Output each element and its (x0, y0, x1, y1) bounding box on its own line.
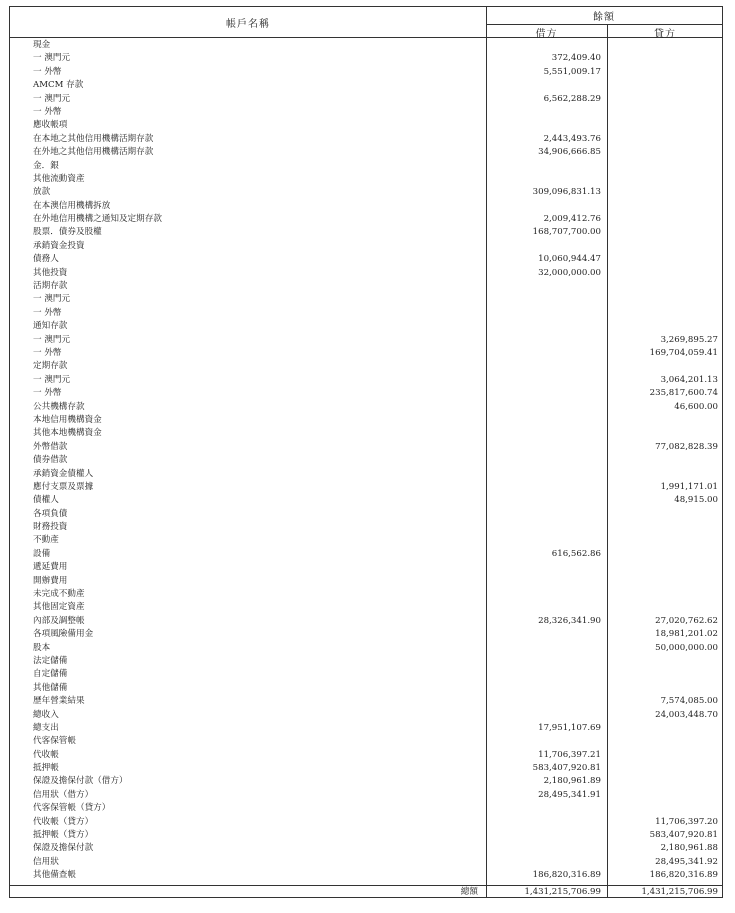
table-row (10, 829, 722, 842)
credit-cell: 7,574,085.00 (660, 696, 718, 707)
account-name-cell: 一 外幣 (33, 66, 62, 77)
account-name-cell: 信用狀 (33, 856, 59, 867)
table-row (10, 682, 722, 695)
credit-cell: 583,407,920.81 (649, 830, 718, 841)
account-name-cell: 一 澳門元 (33, 294, 71, 305)
table-row (10, 240, 722, 253)
account-name-cell: 一 外幣 (33, 347, 62, 358)
account-name-cell: 未完成不動產 (33, 589, 85, 600)
table-row (10, 320, 722, 333)
header-balance: 餘額 (593, 12, 615, 23)
debit-cell: 2,443,493.76 (543, 133, 601, 144)
table-row (10, 762, 722, 775)
account-name-cell: 在外地之其他信用機構活期存款 (33, 147, 154, 158)
table-row (10, 441, 722, 454)
table-row (10, 695, 722, 708)
account-name-cell: 歷年營業結果 (33, 696, 85, 707)
table-row (10, 468, 722, 481)
credit-cell: 27,020,762.62 (655, 615, 718, 626)
debit-cell: 28,495,341.91 (538, 789, 601, 800)
table-row (10, 226, 722, 239)
account-name-cell: 法定儲備 (33, 655, 68, 666)
account-name-cell: AMCM 存款 (33, 80, 84, 91)
table-row (10, 253, 722, 266)
account-name-cell: 設備 (33, 548, 51, 559)
table-row (10, 481, 722, 494)
account-name-cell: 在外地信用機構之通知及定期存款 (33, 214, 162, 225)
credit-cell: 50,000,000.00 (655, 642, 718, 653)
credit-cell: 235,817,600.74 (649, 388, 718, 399)
credit-cell: 169,704,059.41 (649, 347, 718, 358)
header-account-name: 帳戶名稱 (226, 19, 270, 30)
account-name-cell: 開辦費用 (33, 575, 68, 586)
table-row (10, 119, 722, 132)
table-row (10, 106, 722, 119)
debit-cell: 10,060,944.47 (538, 254, 601, 265)
debit-cell: 17,951,107.69 (538, 722, 601, 733)
account-name-cell: 一 澳門元 (33, 374, 71, 385)
table-row (10, 293, 722, 306)
table-row (10, 816, 722, 829)
table-row (10, 374, 722, 387)
account-name-cell: 一 澳門元 (33, 53, 71, 64)
table-row (10, 856, 722, 869)
table-row (10, 213, 722, 226)
table-row (10, 775, 722, 788)
account-name-cell: 其他流動資產 (33, 173, 85, 184)
account-name-cell: 定期存款 (33, 361, 68, 372)
account-name-cell: 其他投資 (33, 267, 68, 278)
account-name-cell: 其他本地機構資金 (33, 428, 102, 439)
account-name-cell: 其他固定資產 (33, 602, 85, 613)
table-row (10, 427, 722, 440)
account-name-cell: 遞延費用 (33, 562, 68, 573)
account-name-cell: 承銷資金債權人 (33, 468, 94, 479)
account-name-cell: 保證及擔保付款（借方） (33, 776, 128, 787)
table-row (10, 802, 722, 815)
table-row (10, 749, 722, 762)
account-name-cell: 自定儲備 (33, 669, 68, 680)
table-row (10, 146, 722, 159)
table-row (10, 93, 722, 106)
table-row (10, 548, 722, 561)
credit-cell: 77,082,828.39 (655, 441, 718, 452)
account-name-cell: 本地信用機構資金 (33, 414, 102, 425)
credit-cell: 11,706,397.20 (655, 816, 718, 827)
total-credit: 1,431,215,706.99 (641, 887, 718, 897)
account-name-cell: 一 澳門元 (33, 93, 71, 104)
debit-cell: 5,551,009.17 (543, 66, 601, 77)
credit-cell: 28,495,341.92 (655, 856, 718, 867)
account-name-cell: 信用狀（借方） (33, 789, 94, 800)
account-name-cell: 不動產 (33, 535, 59, 546)
debit-cell: 34,906,666.85 (538, 147, 601, 158)
total-row (10, 886, 722, 899)
account-name-cell: 債權人 (33, 495, 59, 506)
debit-cell: 11,706,397.21 (538, 749, 601, 760)
table-row (10, 360, 722, 373)
account-name-cell: 代收帳（貸方） (33, 816, 94, 827)
table-row (10, 387, 722, 400)
account-name-cell: 總收入 (33, 709, 59, 720)
debit-cell: 186,820,316.89 (532, 870, 601, 881)
table-row (10, 588, 722, 601)
table-row (10, 52, 722, 65)
table-row (10, 869, 722, 882)
account-name-cell: 應付支票及票據 (33, 481, 94, 492)
account-name-cell: 一 澳門元 (33, 334, 71, 345)
table-row (10, 414, 722, 427)
table-row (10, 534, 722, 547)
account-name-cell: 債務人 (33, 254, 59, 265)
credit-cell: 24,003,448.70 (655, 709, 718, 720)
table-row (10, 561, 722, 574)
table-row (10, 200, 722, 213)
table-row (10, 173, 722, 186)
table-row (10, 642, 722, 655)
table-row (10, 494, 722, 507)
account-name-cell: 現金 (33, 40, 51, 50)
account-name-cell: 代收帳 (33, 749, 59, 760)
account-name-cell: 承銷資金投資 (33, 240, 85, 251)
debit-cell: 309,096,831.13 (532, 187, 601, 198)
account-name-cell: 一 外幣 (33, 307, 62, 318)
table-row (10, 842, 722, 855)
table-row (10, 280, 722, 293)
credit-cell: 46,600.00 (674, 401, 718, 412)
credit-cell: 48,915.00 (674, 495, 718, 506)
table-row (10, 668, 722, 681)
account-name-cell: 各項風險備用金 (33, 629, 94, 640)
account-name-cell: 財務投資 (33, 522, 68, 533)
table-row (10, 709, 722, 722)
debit-cell: 32,000,000.00 (538, 267, 601, 278)
header-debit: 借方 (535, 29, 558, 40)
debit-cell: 168,707,700.00 (532, 227, 601, 238)
table-row (10, 628, 722, 641)
account-name-cell: 活期存款 (33, 281, 68, 292)
account-name-cell: 外幣借款 (33, 441, 68, 452)
debit-cell: 2,009,412.76 (543, 214, 601, 225)
account-name-cell: 公共機構存款 (33, 401, 85, 412)
debit-cell: 6,562,288.29 (543, 93, 601, 104)
table-row (10, 401, 722, 414)
credit-cell: 2,180,961.88 (660, 843, 718, 854)
table-row (10, 789, 722, 802)
account-name-cell: 通知存款 (33, 321, 68, 332)
credit-cell: 3,269,895.27 (660, 334, 718, 345)
account-name-cell: 其他儲備 (33, 682, 68, 693)
account-name-cell: 抵押帳（貸方） (33, 830, 94, 841)
table-row (10, 615, 722, 628)
account-name-cell: 抵押帳 (33, 763, 59, 774)
account-name-cell: 代客保管帳（貸方） (33, 803, 111, 814)
debit-cell: 583,407,920.81 (532, 763, 601, 774)
table-row (10, 267, 722, 280)
total-label: 總額 (460, 887, 478, 897)
account-name-cell: 股票．債券及股權 (33, 227, 102, 238)
account-name-cell: 應收帳項 (33, 120, 68, 131)
table-row (10, 79, 722, 92)
account-name-cell: 在本地之其他信用機構活期存款 (33, 133, 154, 144)
table-row (10, 160, 722, 173)
account-name-cell: 保證及擔保付款 (33, 843, 94, 854)
table-row (10, 575, 722, 588)
table-row (10, 347, 722, 360)
table-row (10, 66, 722, 79)
account-name-cell: 內部及調整帳 (33, 615, 85, 626)
table-row (10, 735, 722, 748)
table-row (10, 186, 722, 199)
table-body (10, 39, 722, 883)
table-row (10, 39, 722, 52)
credit-cell: 186,820,316.89 (649, 870, 718, 881)
table-row (10, 307, 722, 320)
table-row (10, 508, 722, 521)
account-name-cell: 總支出 (33, 722, 59, 733)
table-row (10, 521, 722, 534)
account-name-cell: 其他備查帳 (33, 870, 76, 881)
table-row (10, 334, 722, 347)
account-name-cell: 各項負債 (33, 508, 68, 519)
table-row (10, 133, 722, 146)
table-row (10, 454, 722, 467)
table-row (10, 655, 722, 668)
account-name-cell: 一 外幣 (33, 388, 62, 399)
account-name-cell: 在本澳信用機構拆放 (33, 200, 111, 211)
total-debit: 1,431,215,706.99 (524, 887, 601, 897)
account-name-cell: 股本 (33, 642, 51, 653)
table-row (10, 722, 722, 735)
debit-cell: 372,409.40 (551, 53, 601, 64)
table-row (10, 601, 722, 614)
credit-cell: 18,981,201.02 (655, 629, 718, 640)
account-name-cell: 債券借款 (33, 455, 68, 466)
header-credit: 貸方 (654, 29, 676, 40)
account-name-cell: 代客保管帳 (33, 736, 76, 747)
debit-cell: 2,180,961.89 (543, 776, 601, 787)
debit-cell: 28,326,341.90 (538, 615, 601, 626)
trial-balance-table (9, 6, 723, 898)
account-name-cell: 金．銀 (33, 160, 59, 171)
debit-cell: 616,562.86 (551, 548, 601, 559)
credit-cell: 1,991,171.01 (660, 481, 718, 492)
credit-cell: 3,064,201.13 (660, 374, 718, 385)
account-name-cell: 一 外幣 (33, 106, 62, 117)
account-name-cell: 放款 (33, 187, 51, 198)
